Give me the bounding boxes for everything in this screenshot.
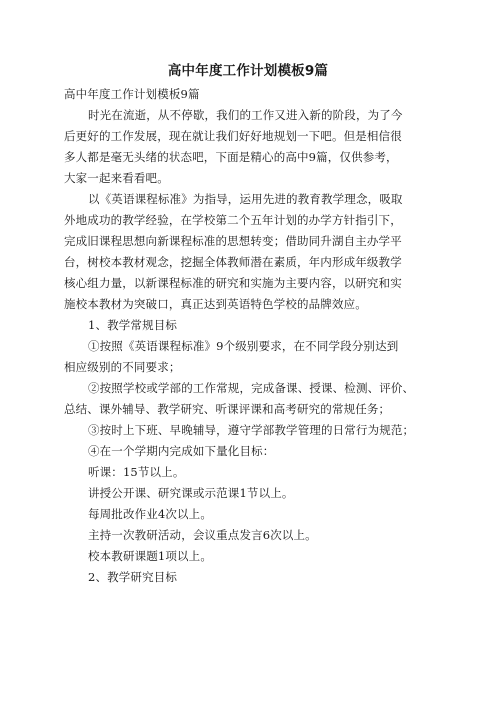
body-line: 高中年度工作计划模板9篇 <box>64 87 200 101</box>
body-line: 讲授公开课、研究课或示范课1节以上。 <box>88 486 294 500</box>
body-line: 校本教研课题1项以上。 <box>88 549 212 563</box>
body-line: ①按照《英语课程标准》9个级别要求，在不同学段分别达到 <box>88 339 399 353</box>
body-line: 完成旧课程思想向新课程标准的思想转变；借助同升湖自主办学平 <box>64 234 402 248</box>
body-line: 总结、课外辅导、教学研究、听课评课和高考研究的常规任务； <box>64 402 391 416</box>
section-heading: 2、教学研究目标 <box>88 570 178 584</box>
body-line: ②按照学校或学部的工作常规，完成备课、授课、检测、评价、 <box>88 381 415 395</box>
body-line: 每周批改作业4次以上。 <box>88 507 212 521</box>
body-line: 大家一起来看看吧。 <box>64 171 169 185</box>
body-line: 听课：15节以上。 <box>88 465 185 479</box>
body-line: 台，树校本教材观念，挖掘全体教师潜在素质，年内形成年级教学 <box>64 255 402 269</box>
body-line: 主持一次教研活动，会议重点发言6次以上。 <box>88 528 317 542</box>
body-line: 后更好的工作发展，现在就让我们好好地规划一下吧。但是相信很 <box>64 129 402 143</box>
body-line: 核心组力量，以新课程标准的研究和实施为主要内容，以研究和实 <box>64 276 402 290</box>
body-line: 相应级别的不同要求； <box>64 360 181 374</box>
body-line: 多人都是毫无头绪的状态吧，下面是精心的高中9篇，仅供参考， <box>64 150 398 164</box>
section-heading: 1、教学常规目标 <box>88 318 178 332</box>
body-line: 时光在流逝，从不停歇，我们的工作又进入新的阶段，为了今 <box>88 108 403 122</box>
body-line: ④在一个学期内完成如下量化目标： <box>88 444 275 458</box>
body-line: 施校本教材为突破口，真正达到英语特色学校的品牌效应。 <box>64 297 367 311</box>
body-line: 以《英语课程标准》为指导，运用先进的教育教学理念，吸取 <box>88 192 403 206</box>
document-title: 高中年度工作计划模板9篇 <box>167 63 329 79</box>
body-line: 外地成功的教学经验，在学校第二个五年计划的办学方针指引下， <box>64 213 402 227</box>
body-line: ③按时上下班、早晚辅导，遵守学部教学管理的日常行为规范； <box>88 423 415 437</box>
